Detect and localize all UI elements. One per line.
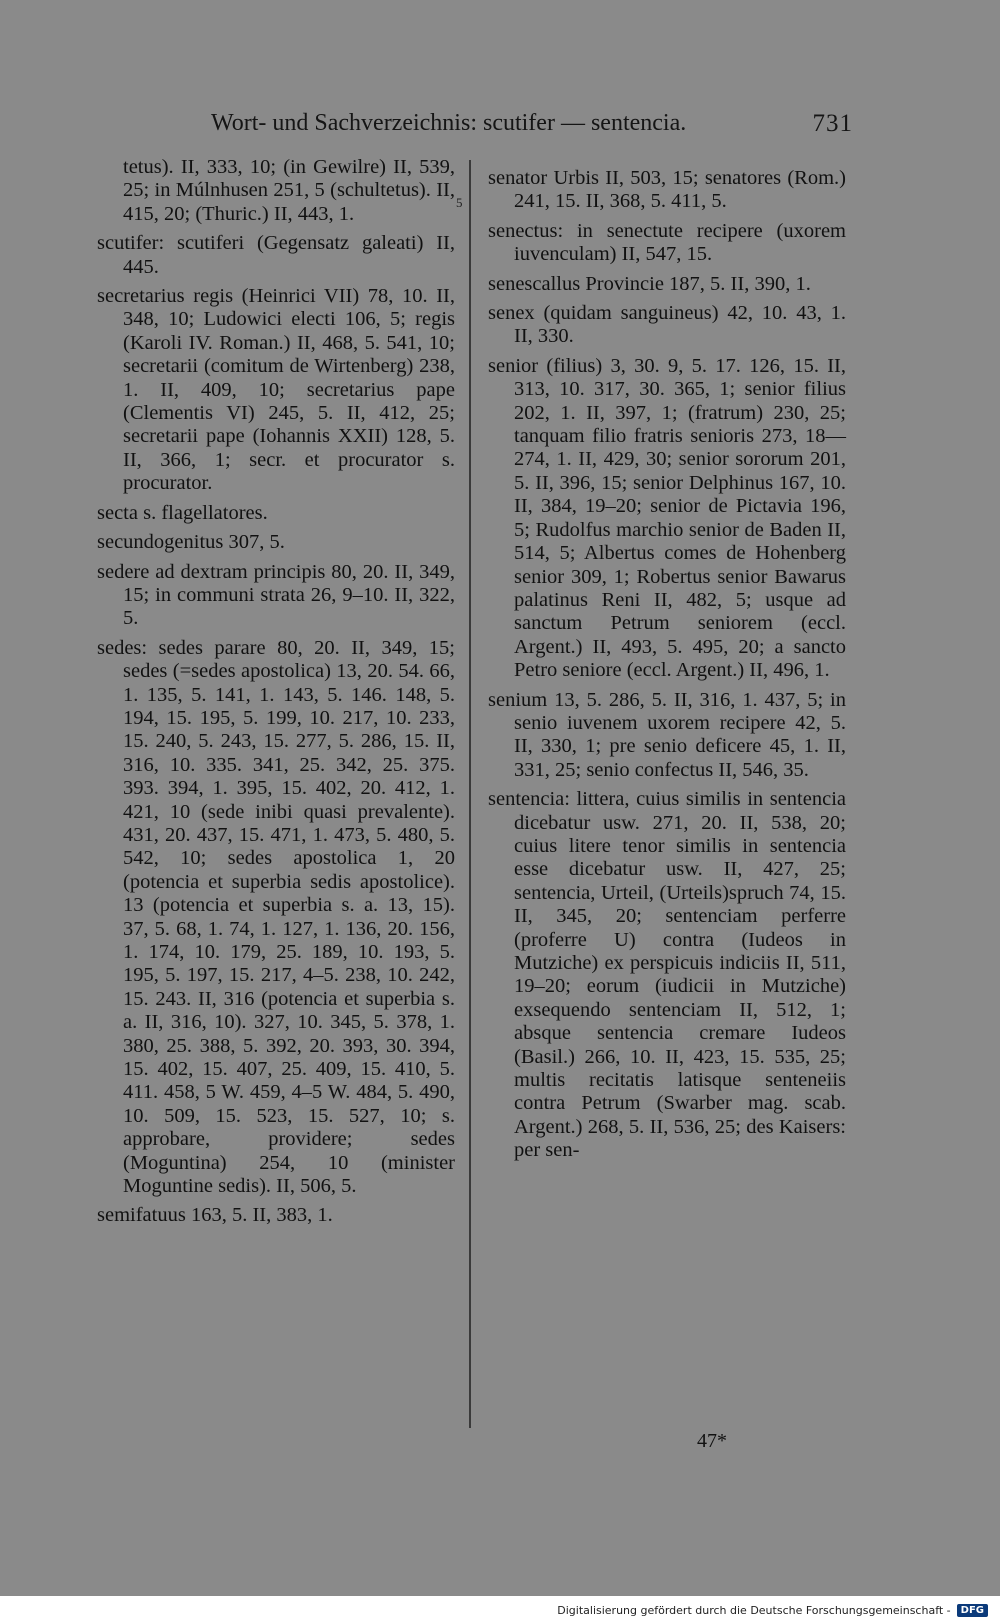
signature-mark: 47* (697, 1430, 727, 1452)
index-entry: sentencia: littera, cuius similis in sentencia dicebatur usw. 271, 20. II, 538, 20; cuius litere tenor similis in sentencia esse dicebatur usw. II, 427, 25; sentencia, Urteil, (Urteils)spruch 74, 15. II, 345, 20; sentenciam perferre (proferre U) contra (Iudeos in Mutziche) ex perspicuis indiciis II, 511, 19–20; eorum (iudicii in Mutziche) exsequendo sentenciam II, 512, 1; absque sentencia cremare Iudeos (Basil.) 266, 10. II, 423, 15. 535, 25; multis recitatis latisque senteneiis contra Petrum (Swarber mag. scab. Argent.) 268, 5. II, 536, 25; des Kaisers: per sen- (488, 788, 846, 1162)
index-entry: tetus). II, 333, 10; (in Gewilre) II, 539, 25; in Múlnhusen 251, 5 (schultetus). II, 415, 20; (Thuric.) II, 443, 1. (123, 156, 455, 225)
page-number: 731 (812, 110, 853, 137)
index-entry: sedes: sedes parare 80, 20. II, 349, 15; sedes (=sedes apostolica) 13, 20. 54. 66, 1. 135, 5. 141, 1. 143, 5. 146. 148, 5. 194, 15. 195, 5. 199, 10. 217, 10. 233, 15. 240, 5. 243, 15. 277, 5. 286, 15. II, 316, 10. 335. 341, 25. 342, 25. 375. 393. 394, 1. 395, 15. 402, 20. 412, 1. 421, 10 (sede inibi quasi prevalente). 431, 20. 437, 15. 471, 1. 473, 5. 480, 5. 542, 10; sedes apostolica 1, 20 (potencia et superbia sedis apostolice). 13 (potencia et superbia s. a. 13, 15). 37, 5. 68, 1. 74, 1. 127, 1. 136, 20. 156, 1. 174, 10. 179, 25. 189, 10. 193, 5. 195, 5. 197, 15. 217, 4–5. 238, 10. 242, 15. 243. II, 316 (potencia et superbia s. a. II, 316, 10). 327, 10. 345, 5. 378, 1. 380, 25. 388, 5. 392, 20. 393, 30. 394, 15. 402, 15. 407, 25. 409, 15. 410, 5. 411. 458, 5 W. 459, 4–5 W. 484, 5. 490, 10. 509, 15. 523, 15. 527, 10; s. approbare, providere; sedes (Moguntina) 254, 10 (minister Moguntine sedis). II, 506, 5. (97, 636, 455, 1198)
index-entry: semifatuus 163, 5. II, 383, 1. (97, 1204, 333, 1227)
running-title: Wort- und Sachverzeichnis: scutifer — sentencia. (211, 110, 687, 136)
index-entry: sedere ad dextram principis 80, 20. II, 349, 15; in communi strata 26, 9–10. II, 322, 5. (97, 560, 455, 630)
footer-text: Digitalisierung gefördert durch die Deutsche Forschungsgemeinschaft - (557, 1604, 951, 1617)
index-entry: senectus: in senectute recipere (uxorem iuvenculam) II, 547, 15. (488, 219, 846, 266)
column-divider (469, 160, 471, 1428)
dfg-logo-icon: DFG (957, 1604, 988, 1617)
index-entry: secundogenitus 307, 5. (97, 531, 285, 554)
line-marker: 5 (456, 195, 463, 210)
index-entry: senex (quidam sanguineus) 42, 10. 43, 1. II, 330. (488, 302, 846, 348)
right-column (488, 167, 846, 1169)
index-entry: secretarius regis (Heinrici VII) 78, 10. II, 348, 10; Ludowici electi 106, 5; regis (Karoli IV. Roman.) II, 468, 5. 541, 10; secretarii (comitum de Wirtenberg) 238, 1. II, 409, 10; secretarius pape (Clementis VI) 245, 5. II, 412, 25; secretarii pape (Iohannis XXII) 128, 5. II, 366, 1; secr. et procurator s. procurator. (97, 285, 455, 495)
index-entry: senator Urbis II, 503, 15; senatores (Rom.) 241, 15. II, 368, 5. 411, 5. (488, 167, 846, 213)
index-entry: senium 13, 5. 286, 5. II, 316, 1. 437, 5; in senio iuvenem uxorem recipere 42, 5. II, 330, 1; pre senio deficere 45, 1. II, 331, 25; senio confectus II, 546, 35. (488, 688, 846, 781)
page-header (205, 110, 853, 144)
digitization-footer (557, 1602, 988, 1619)
left-column (97, 156, 455, 1234)
index-entry: senior (filius) 3, 30. 9, 5. 17. 126, 15. II, 313, 10. 317, 30. 365, 1; senior filius 202, 1. II, 397, 1; (fratrum) 230, 25; tanquam filio fratris senioris 273, 18—274, 1. II, 429, 30; senior sororum 201, 5. II, 396, 15; senior Delphinus 167, 10. II, 384, 19–20; senior de Pictavia 196, 5; Rudolfus marchio senior de Baden II, 514, 5; Albertus comes de Hohenberg senior 309, 1; Robertus senior Bawarus palatinus Reni II, 482, 5; usque ad sanctum Petrum seniorem (eccl. Argent.) II, 493, 5. 495, 20; a sancto Petro seniore (eccl. Argent.) II, 496, 1. (488, 354, 846, 682)
index-entry: scutifer: scutiferi (Gegensatz galeati) II, 445. (97, 232, 455, 278)
index-entry: senescallus Provincie 187, 5. II, 390, 1. (488, 272, 811, 295)
index-entry: secta s. flagellatores. (97, 501, 268, 524)
